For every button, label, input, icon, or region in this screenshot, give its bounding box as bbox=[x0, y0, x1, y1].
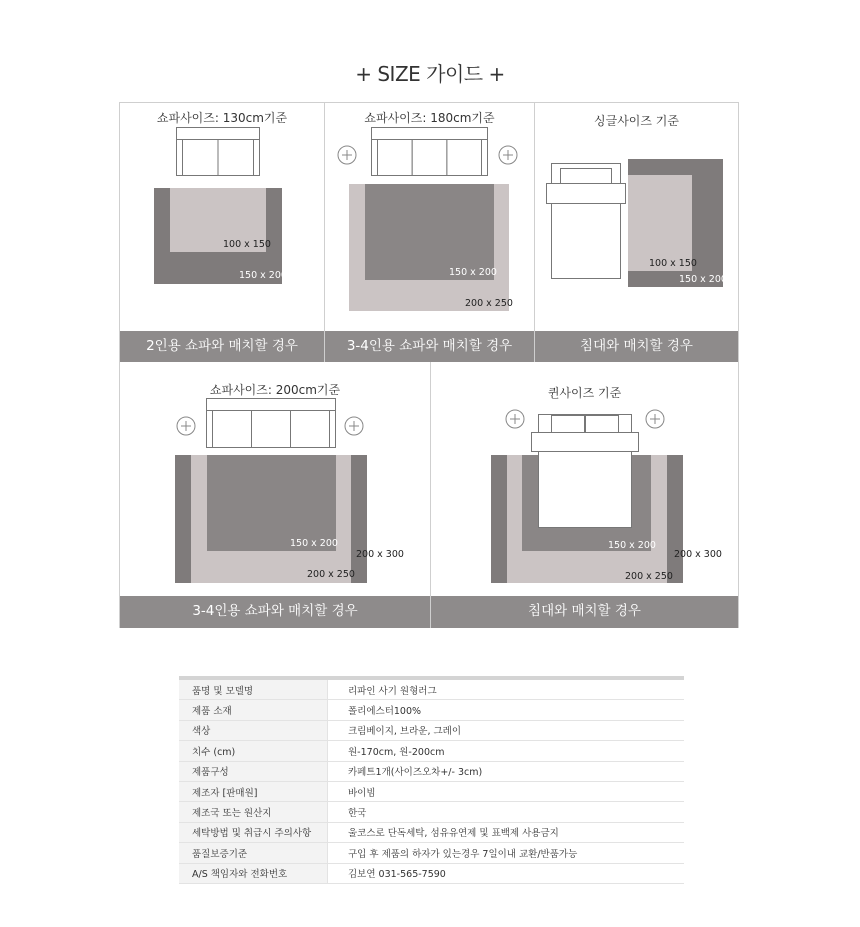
mid-size-label: 200 x 250 bbox=[625, 571, 673, 582]
page-title: + SIZE 가이드 + bbox=[355, 62, 505, 86]
panel-bar: 침대와 매치할 경우 bbox=[535, 331, 738, 362]
spec-value: 카페트1개(사이즈오차+/- 3cm) bbox=[328, 761, 685, 781]
panel-bar: 3-4인용 쇼파와 매치할 경우 bbox=[120, 596, 430, 628]
spec-key: 제품구성 bbox=[179, 761, 328, 781]
panel-3-4-seat-sofa bbox=[325, 103, 534, 361]
spec-key: 치수 (cm) bbox=[179, 741, 328, 761]
spec-value: 원-170cm, 원-200cm bbox=[328, 741, 685, 761]
spec-row bbox=[179, 863, 684, 883]
outer-size-label: 150 x 200 bbox=[239, 270, 287, 281]
panel-bar: 2인용 쇼파와 매치할 경우 bbox=[120, 331, 324, 362]
panel-queen-bed bbox=[431, 362, 738, 628]
inner-size-label: 150 x 200 bbox=[290, 538, 338, 549]
outer-size-label: 150 x 200 bbox=[679, 274, 727, 285]
panel-3-4-seat-sofa-large bbox=[120, 362, 430, 628]
outer-size-label: 200 x 300 bbox=[674, 549, 722, 560]
size-guide bbox=[119, 102, 739, 628]
panel-caption: 쇼파사이즈: 130cm기준 bbox=[156, 111, 288, 125]
spec-row bbox=[179, 741, 684, 761]
plus-icon bbox=[337, 145, 357, 165]
spec-value: 폴리에스터100% bbox=[328, 700, 685, 720]
spec-row bbox=[179, 700, 684, 720]
spec-value: 김보연 031-565-7590 bbox=[328, 863, 685, 883]
sofa-icon bbox=[176, 127, 260, 177]
outer-size-label: 200 x 250 bbox=[465, 298, 513, 309]
spec-key: A/S 책임자와 전화번호 bbox=[179, 863, 328, 883]
spec-table bbox=[179, 676, 684, 884]
bed-icon bbox=[531, 414, 639, 528]
panel-bar: 침대와 매치할 경우 bbox=[431, 596, 738, 628]
sofa-icon bbox=[206, 398, 336, 449]
inner-size-label: 150 x 200 bbox=[608, 540, 656, 551]
spec-value: 리파인 사기 원형러그 bbox=[328, 678, 685, 700]
spec-key: 제품 소재 bbox=[179, 700, 328, 720]
inner-size-label: 150 x 200 bbox=[449, 267, 497, 278]
spec-row bbox=[179, 843, 684, 863]
spec-key: 품명 및 모델명 bbox=[179, 678, 328, 700]
panel-caption: 쇼파사이즈: 180cm기준 bbox=[364, 111, 495, 125]
spec-key: 제조국 또는 원산지 bbox=[179, 802, 328, 822]
bed-icon bbox=[546, 163, 626, 279]
spec-key: 색상 bbox=[179, 720, 328, 740]
mid-size-label: 200 x 250 bbox=[307, 569, 355, 580]
spec-key: 품질보증기준 bbox=[179, 843, 328, 863]
spec-value: 울코스로 단독세탁, 섬유유연제 및 표백제 사용금지 bbox=[328, 822, 685, 842]
rug-inner bbox=[628, 175, 692, 271]
plus-icon bbox=[505, 409, 525, 429]
spec-row bbox=[179, 822, 684, 842]
panel-bar: 3-4인용 쇼파와 매치할 경우 bbox=[325, 331, 534, 362]
spec-value: 구입 후 제품의 하자가 있는경우 7일이내 교환/반품가능 bbox=[328, 843, 685, 863]
rug-inner bbox=[365, 184, 494, 280]
sofa-icon bbox=[371, 127, 488, 177]
inner-size-label: 100 x 150 bbox=[649, 258, 697, 269]
plus-icon bbox=[645, 409, 665, 429]
panel-caption: 퀸사이즈 기준 bbox=[547, 386, 622, 400]
outer-size-label: 200 x 300 bbox=[356, 549, 404, 560]
spec-row bbox=[179, 781, 684, 801]
spec-value: 크림베이지, 브라운, 그레이 bbox=[328, 720, 685, 740]
plus-icon bbox=[176, 416, 196, 436]
spec-row bbox=[179, 678, 684, 700]
spec-row bbox=[179, 761, 684, 781]
panel-2-seat-sofa bbox=[120, 103, 324, 361]
spec-value: 바이빔 bbox=[328, 781, 685, 801]
spec-row bbox=[179, 720, 684, 740]
spec-key: 제조자 [판매원] bbox=[179, 781, 328, 801]
spec-row bbox=[179, 802, 684, 822]
plus-icon bbox=[344, 416, 364, 436]
spec-value: 한국 bbox=[328, 802, 685, 822]
spec-key: 세탁방법 및 취급시 주의사항 bbox=[179, 822, 328, 842]
inner-size-label: 100 x 150 bbox=[223, 239, 271, 250]
plus-icon bbox=[498, 145, 518, 165]
panel-caption: 쇼파사이즈: 200cm기준 bbox=[209, 383, 341, 397]
panel-caption: 싱글사이즈 기준 bbox=[594, 114, 679, 128]
rug-inner bbox=[207, 455, 336, 551]
panel-single-bed bbox=[535, 103, 738, 361]
